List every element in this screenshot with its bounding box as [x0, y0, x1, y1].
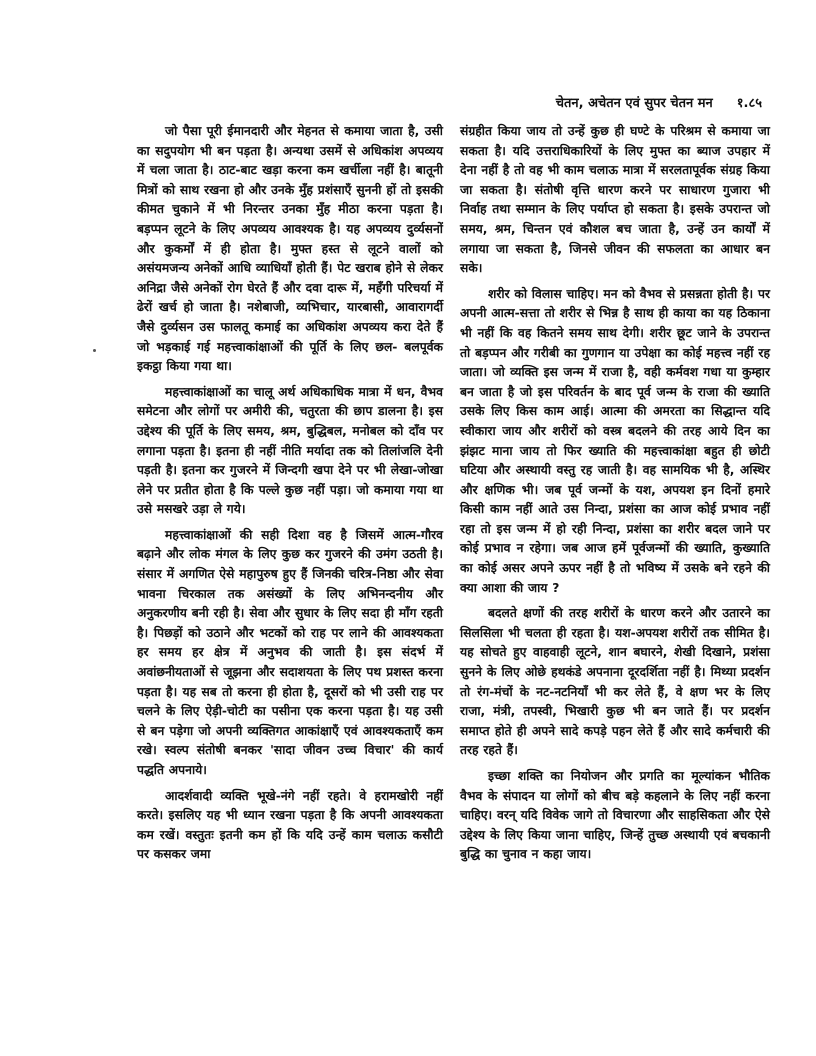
left-paragraph-4: आदर्शवादी व्यक्ति भूखे-नंगे नहीं रहते। वे हरामखोरी नहीं करते। इसलिए यह भी ध्यान रखना पड़ता है कि अपनी आवश्यकता कम रखें। वस्तुतः इतनी कम हों कि यदि उन्हें काम चलाऊ कसौटी पर कसकर जमा [137, 788, 443, 862]
header-title: चेतन, अचेतन एवं सुपर चेतन मन [555, 96, 713, 111]
running-header [450, 93, 762, 111]
left-paragraph-1: जो पैसा पूरी ईमानदारी और मेहनत से कमाया जाता है, उसी का सदुपयोग भी बन पड़ता है। अन्यथा उसमें से अधिकांश अपव्यय में चला जाता है। ठाट-बाट खड़ा करना कम खर्चीला नहीं है। बातूनी मित्रों को साथ रखना हो और उनके मुँह प्रशंसाएँ सुननी हों तो इसकी कीमत चुकाने में भी निरन्तर उनका मुँह मीठा करना पड़ता है। बड़प्पन लूटने के लिए अपव्यय आवश्यक है। यह अपव्यय दुर्व्यसनों और कुकर्मों में ही होता है। मुफ्त हस्त से लूटने वालों को असंयमजन्य अनेकों आधि व्याधियाँ होती हैं। पेट खराब होने से लेकर अनिद्रा जैसे अनेकों रोग घेरते हैं और दवा दारू में, महँगी परिचर्या में ढेरों खर्च हो जाता है। नशेबाजी, व्यभिचार, यारबासी, आवारागर्दी जैसे दुर्व्यसन उस फालतू कमाई का अधिकांश अपव्यय करा देते हैं जो भड़काई गई महत्त्वाकांक्षाओं की पूर्ति के लिए छल- बलपूर्वक इकट्ठा किया गया था। [137, 124, 443, 374]
right-paragraph-3: बदलते क्षणों की तरह शरीरों के धारण करने और उतारने का सिलसिला भी चलता ही रहता है। यश-अपयश शरीरों तक सीमित है। यह सोचते हुए वाहवाही लूटने, शान बघारने, शेखी दिखाने, प्रशंसा सुनने के लिए ओछे हथकंडे अपनाना दूरदर्शिता नहीं है। मिथ्या प्रदर्शन तो रंग-मंचों के नट-नटनियाँ भी कर लेते हैं, वे क्षण भर के लिए राजा, मंत्री, तपस्वी, भिखारी कुछ भी बन जाते हैं। पर प्रदर्शन समाप्त होते ही अपने सादे कपड़े पहन लेते हैं और सादे कर्मचारी की तरह रहते हैं। [460, 606, 770, 758]
right-column [460, 122, 770, 871]
right-paragraph-1: संग्रहीत किया जाय तो उन्हें कुछ ही घण्टे के परिश्रम से कमाया जा सकता है। यदि उत्तराधिकारियों के लिए मुफ्त का ब्याज उपहार में देना नहीं है तो वह भी काम चलाऊ मात्रा में सरलतापूर्वक संग्रह किया जा सकता है। संतोषी वृत्ति धारण करने पर साधारण गुजारा भी निर्वाह तथा सम्मान के लिए पर्याप्त हो सकता है। इसके उपरान्त जो समय, श्रम, चिन्तन एवं कौशल बच जाता है, उन्हें उन कार्यों में लगाया जा सकता है, जिनसे जीवन की सफलता का आधार बन सके। [460, 124, 770, 276]
left-paragraph-2: महत्त्वाकांक्षाओं का चालू अर्थ अधिकाधिक मात्रा में धन, वैभव समेटना और लोगों पर अमीरी की, चतुरता की छाप डालना है। इस उद्देश्य की पूर्ति के लिए समय, श्रम, बुद्धिबल, मनोबल को दाँव पर लगाना पड़ता है। इतना ही नहीं नीति मर्यादा तक को तिलांजलि देनी पड़ती है। इतना कर गुजरने में जिन्दगी खपा देने पर भी लेखा-जोखा लेने पर प्रतीत होता है कि पल्ले कुछ नहीं पड़ा। जो कमाया गया था उसे मसखरे उड़ा ले गये। [137, 384, 443, 517]
page-number: १.८५ [736, 96, 762, 111]
right-paragraph-2: शरीर को विलास चाहिए। मन को वैभव से प्रसन्नता होती है। पर अपनी आत्म-सत्ता तो शरीर से भिन्न है साथ ही काया का यह ठिकाना भी नहीं कि वह कितने समय साथ देगी। शरीर छूट जाने के उपरान्त तो बड़प्पन और गरीबी का गुणगान या उपेक्षा का कोई महत्त्व नहीं रह जाता। जो व्यक्ति इस जन्म में राजा है, वही कर्मवश गधा या कुम्हार बन जाता है जो इस परिवर्तन के बाद पूर्व जन्म के राजा की ख्याति उसके लिए किस काम आई। आत्मा की अमरता का सिद्धान्त यदि स्वीकारा जाय और शरीरों को वस्त्र बदलने की तरह आये दिन का झंझट माना जाय तो फिर ख्याति की महत्त्वाकांक्षा बहुत ही छोटी घटिया और अस्थायी वस्तु रह जाती है। वह सामयिक भी है, अस्थिर और क्षणिक भी। जब पूर्व जन्मों के यश, अपयश इन दिनों हमारे किसी काम नहीं आते उस निन्दा, प्रशंसा का आज कोई प्रभाव नहीं रहा तो इस जन्म में हो रही निन्दा, प्रशंसा का शरीर बदल जाने पर कोई प्रभाव न रहेगा। जब आज हमें पूर्वजन्मों की ख्याति, कुख्याति का कोई असर अपने ऊपर नहीं है तो भविष्य में उसके बने रहने की क्या आशा की जाय ? [460, 286, 770, 595]
left-column [137, 122, 443, 871]
left-paragraph-3: महत्त्वाकांक्षाओं की सही दिशा वह है जिसमें आत्म-गौरव बढ़ाने और लोक मंगल के लिए कुछ कर गुजरने की उमंग उठती है। संसार में अगणित ऐसे महापुरुष हुए हैं जिनकी चरित्र-निष्ठा और सेवा भावना चिरकाल तक असंख्यों के लिए अभिनन्दनीय और अनुकरणीय बनी रही है। सेवा और सुधार के लिए सदा ही माँग रहती है। पिछड़ों को उठाने और भटकों को राह पर लाने की आवश्यकता हर समय हर क्षेत्र में अनुभव की जाती है। इस संदर्भ में अवांछनीयताओं से जूझना और सदाशयता के लिए पथ प्रशस्त करना पड़ता है। यह सब तो करना ही होता है, दूसरों को भी उसी राह पर चलने के लिए ऐड़ी-चोटी का पसीना एक करना पड़ता है। यह उसी से बन पड़ेगा जो अपनी व्यक्तिगत आकांक्षाएँ एवं आवश्यकताएँ कम रखे। स्वल्प संतोषी बनकर 'सादा जीवन उच्च विचार' की कार्य पद्धति अपनाये। [137, 527, 443, 777]
right-paragraph-4: इच्छा शक्ति का नियोजन और प्रगति का मूल्यांकन भौतिक वैभव के संपादन या लोगों को बीच बड़े कहलाने के लिए नहीं करना चाहिए। वरन् यदि विवेक जागे तो विचारणा और साहसिकता और ऐसे उद्देश्य के लिए किया जाना चाहिए, जिन्हें तुच्छ अस्थायी एवं बचकानी बुद्धि का चुनाव न कहा जाय। [460, 769, 770, 862]
scan-speck [93, 349, 96, 352]
